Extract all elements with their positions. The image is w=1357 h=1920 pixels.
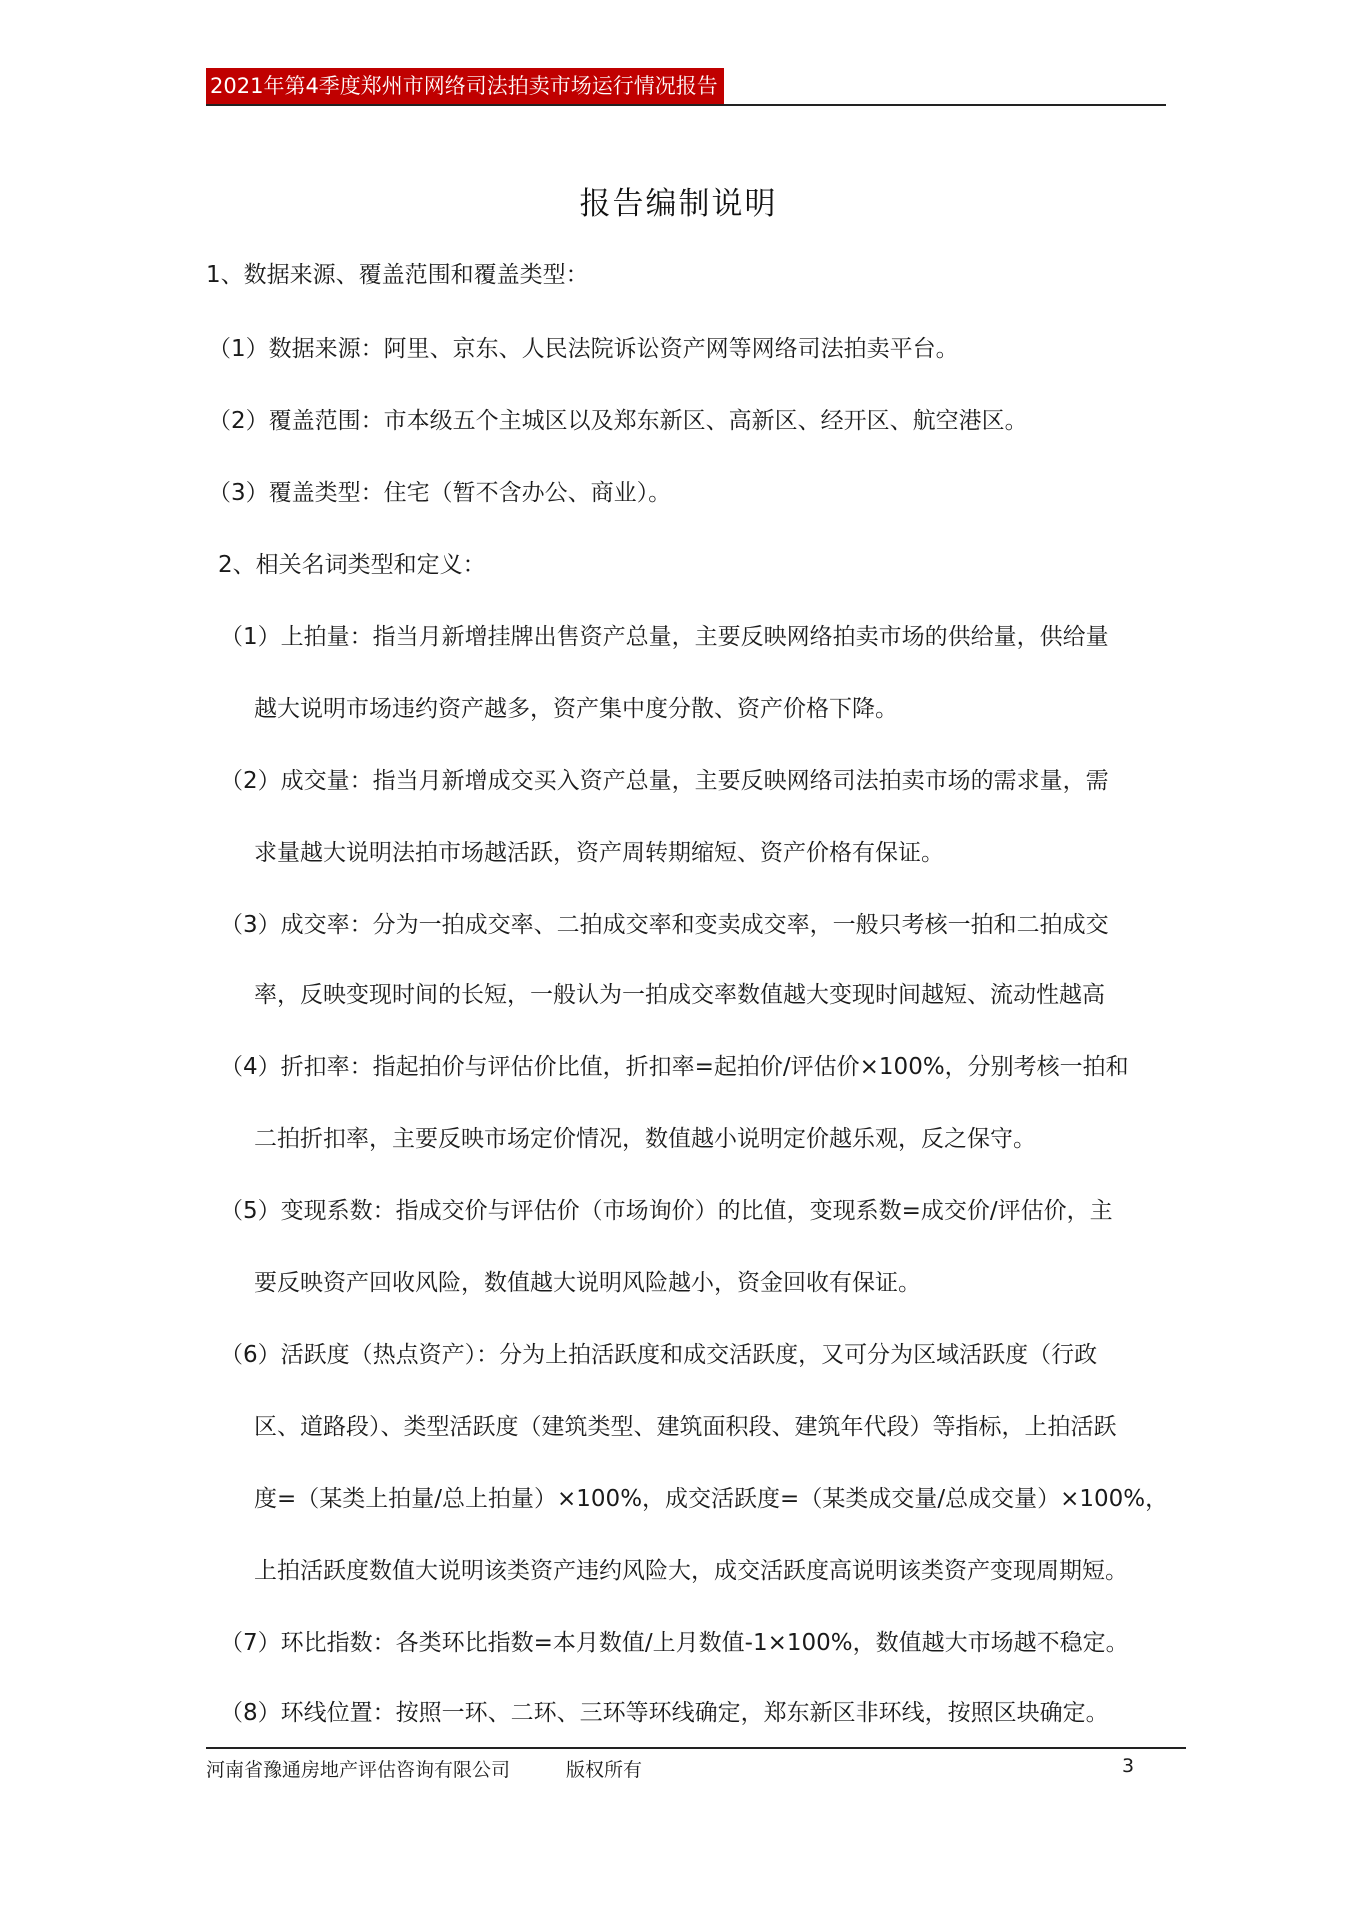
- definition-6-line-3: 度=（某类上拍量/总上拍量）×100%，成交活跃度=（某类成交量/总成交量）×100%，: [254, 1486, 1169, 1512]
- page-number: 3: [1122, 1755, 1135, 1777]
- footer-rights: 版权所有: [566, 1759, 643, 1781]
- header-divider: [206, 104, 1166, 106]
- page-title: 报告编制说明: [579, 186, 778, 222]
- section-1-item-1: （1）数据来源：阿里、京东、人民法院诉讼资产网等网络司法拍卖平台。: [208, 336, 959, 362]
- footer-divider: [206, 1747, 1186, 1749]
- section-1-item-2: （2）覆盖范围：市本级五个主城区以及郑东新区、高新区、经开区、航空港区。: [208, 408, 1028, 434]
- definition-5-line-2: 要反映资产回收风险，数值越大说明风险越小，资金回收有保证。: [254, 1270, 921, 1296]
- definition-1-line-1: （1）上拍量：指当月新增挂牌出售资产总量，主要反映网络拍卖市场的供给量，供给量: [220, 624, 1109, 650]
- section-1-item-3: （3）覆盖类型：住宅（暂不含办公、商业）。: [208, 480, 672, 506]
- definition-4-line-1: （4）折扣率：指起拍价与评估价比值，折扣率=起拍价/评估价×100%，分别考核一拍和: [220, 1054, 1129, 1080]
- definition-5-line-1: （5）变现系数：指成交价与评估价（市场询价）的比值，变现系数=成交价/评估价，主: [220, 1198, 1113, 1224]
- definition-7-line-1: （7）环比指数：各类环比指数=本月数值/上月数值-1×100%，数值越大市场越不稳定。: [220, 1630, 1129, 1656]
- report-header-title: 2021年第4季度郑州市网络司法拍卖市场运行情况报告: [206, 68, 724, 104]
- definition-3-line-1: （3）成交率：分为一拍成交率、二拍成交率和变卖成交率，一般只考核一拍和二拍成交: [220, 912, 1109, 938]
- definition-6-line-1: （6）活跃度（热点资产）：分为上拍活跃度和成交活跃度，又可分为区域活跃度（行政: [220, 1342, 1098, 1368]
- definition-2-line-1: （2）成交量：指当月新增成交买入资产总量，主要反映网络司法拍卖市场的需求量，需: [220, 768, 1109, 794]
- definition-6-line-4: 上拍活跃度数值大说明该类资产违约风险大，成交活跃度高说明该类资产变现周期短。: [254, 1558, 1128, 1584]
- section-1-heading: 1、数据来源、覆盖范围和覆盖类型：: [206, 262, 589, 288]
- definition-6-line-2: 区、道路段）、类型活跃度（建筑类型、建筑面积段、建筑年代段）等指标，上拍活跃: [254, 1414, 1117, 1440]
- definition-3-line-2: 率，反映变现时间的长短，一般认为一拍成交率数值越大变现时间越短、流动性越高: [254, 982, 1105, 1008]
- definition-4-line-2: 二拍折扣率，主要反映市场定价情况，数值越小说明定价越乐观，反之保守。: [254, 1126, 1036, 1152]
- definition-1-line-2: 越大说明市场违约资产越多，资产集中度分散、资产价格下降。: [254, 696, 898, 722]
- definition-2-line-2: 求量越大说明法拍市场越活跃，资产周转期缩短、资产价格有保证。: [254, 840, 944, 866]
- definition-8-line-1: （8）环线位置：按照一环、二环、三环等环线确定，郑东新区非环线，按照区块确定。: [220, 1700, 1109, 1726]
- footer-company: 河南省豫通房地产评估咨询有限公司: [206, 1759, 511, 1781]
- section-2-heading: 2、相关名词类型和定义：: [218, 552, 486, 578]
